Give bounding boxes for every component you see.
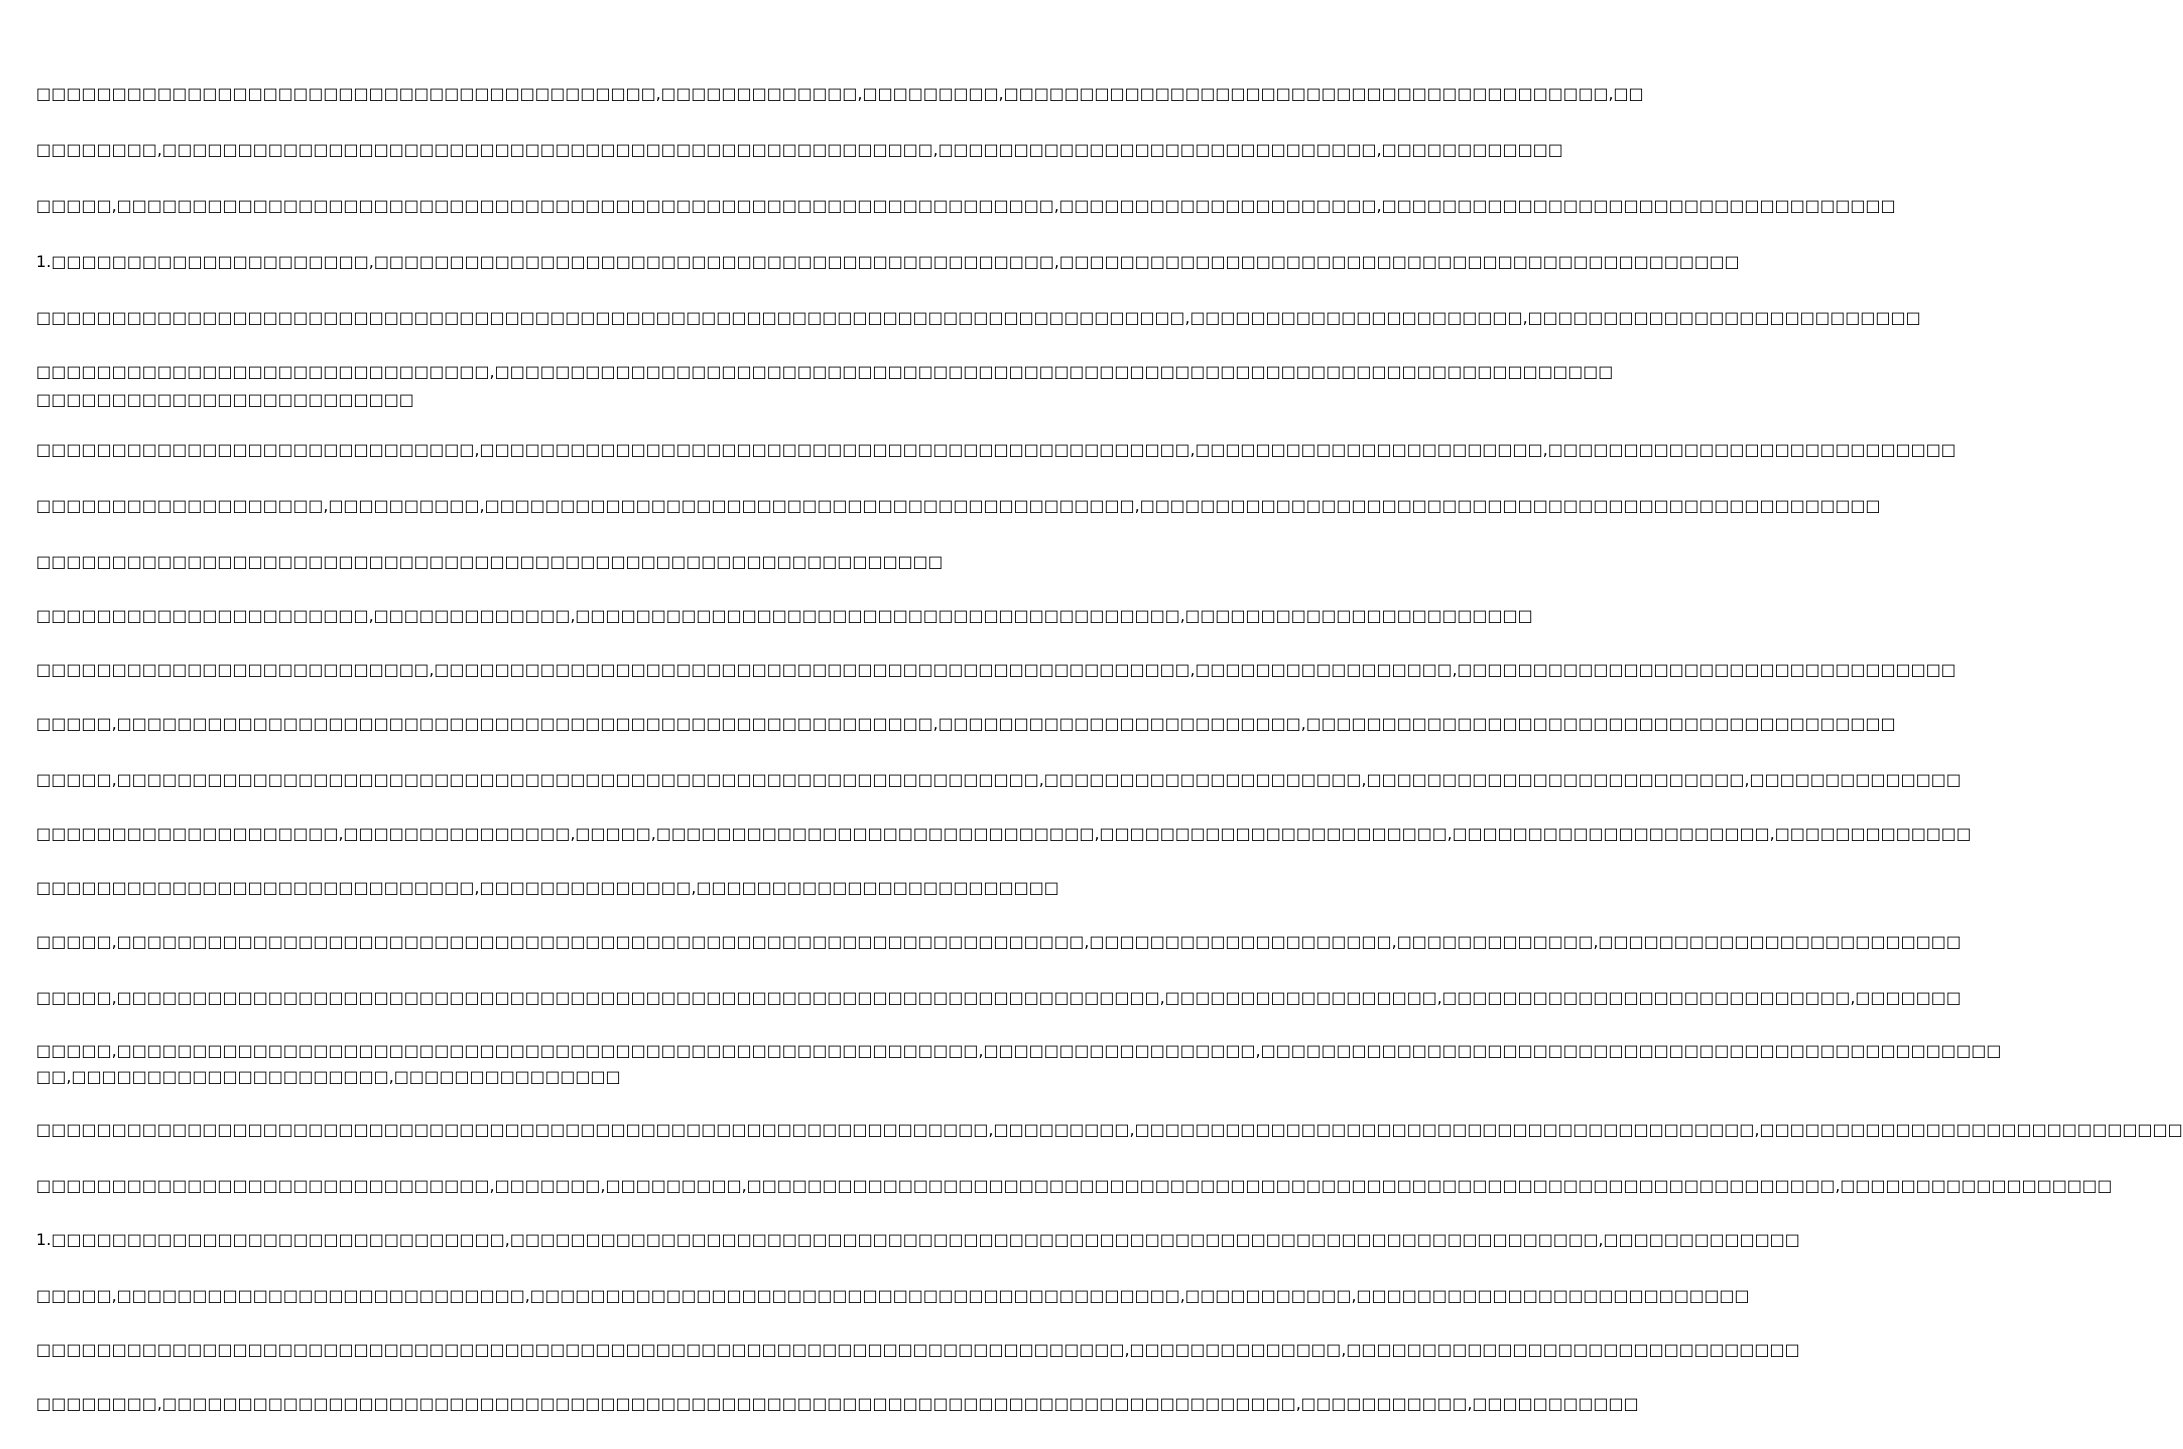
paragraph: □□□□□□□□,□□□□□□□□□□□□□□□□□□□□□□□□□□□□□□□□□□□□□□□□□□□□□□□□□□□,□□□□□□□□□□□□□□□□□□□□□□□□□□□□□,□□□□□□□□□□□□ xyxy=(36,140,1563,159)
paragraph: 1.□□□□□□□□□□□□□□□□□□□□□□□□□□□□□□,□□□□□□□□□□□□□□□□□□□□□□□□□□□□□□□□□□□□□□□□□□□□□□□□□□□□□□□□□□□□□□□□□□□□□□□□,□□□□□□□□□□□□□ xyxy=(36,1230,1800,1249)
paragraph: □□□□□□□□□□□□□□□□□□□□□□□□□□□□□□□□□□□□□□□□□□□□□□□□□□□□□□□□□□□□□□□□□□□□□□□□,□□□□□□□□□□□□□□,□□□□□□□□□□□□□□□□□□□□□□□□□□□□□□ xyxy=(36,1340,1800,1359)
paragraph: □□□□□,□□□□□□□□□□□□□□□□□□□□□□□□□□□□□□□□□□□□□□□□□□□□□□□□□□□□□□□□□,□□□□□□□□□□□□□□□□□□,□□□□□□□□□□□□□□□□□□□□□□□□□□□□□□□□□□□□□□□□□□□□□□□□□ □□,□□□□□□□□□□□□□□□□□□□□□,□□□□□□□□□□□□□□□ xyxy=(36,1041,2002,1086)
paragraph: □□□□□□□□,□□□□□□□□□□□□□□□□□□□□□□□□□□□□□□□□□□□□□□□□□□□□□□□□□□□□□□□□□□□□□□□□□□□□□□□□□□□,□□□□□□□□□□□,□□□□□□□□□□□ xyxy=(36,1394,1639,1413)
paragraph: □□□□□□□□□□□□□□□□□□□□□□□□□□□□□□□□□□□□□□□□□,□□□□□□□□□□□□□,□□□□□□□□□,□□□□□□□□□□□□□□□□□□□□□□□□□□□□□□□□□□□□□□□□,□□ xyxy=(36,84,1644,103)
paragraph: □□□□□□□□□□□□□□□□□□□□□□□□□□□□□,□□□□□□□□□□□□□□□□□□□□□□□□□□□□□□□□□□□□□□□□□□□□□□□,□□□□□□□□□□□□□□□□□□□□□□□,□□□□□□□□□□□□□□□□□□□□□□□□□□□ xyxy=(36,440,1957,459)
paragraph: □□□□□□□□□□□□□□□□□□□□□□□□□□□□□□,□□□□□□□□□□□□□□□□□□□□□□□□□□□□□□□□□□□□□□□□□□□□□□□□□□□□□□□□□□□□□□□□□□□□□□□□□□ □□□□□□□□□□□□□□□□□□□□□□□□□ xyxy=(36,362,1614,409)
paragraph: □□□□□,□□□□□□□□□□□□□□□□□□□□□□□□□□□□□□□□□□□□□□□□□□□□□□□□□□□□□□□□□□□□□□□□□□□□□,□□□□□□□□□□□□□□□□□□,□□□□□□□□□□□□□□□□□□□□□□□□□□□,□□□□□□□ xyxy=(36,988,1962,1007)
paragraph: □□□□□,□□□□□□□□□□□□□□□□□□□□□□□□□□□□□□□□□□□□□□□□□□□□□□□□□□□□□□□□□□□□□□□□,□□□□□□□□□□□□□□□□□□□□,□□□□□□□□□□□□□,□□□□□□□□□□□□□□□□□□□□□□□□ xyxy=(36,932,1962,951)
paragraph: □□□□□□□□□□□□□□□□□□□□□□□□□□□□□□□□□□□□□□□□□□□□□□□□□□□□□□□□□□□□□□□□□□□□□□□□□□□□,□□□□□□□□□□□□□□□□□□□□□□,□□□□□□□□□□□□□□□□□□□□□□□□□□ xyxy=(36,308,1921,327)
paragraph: □□□□□,□□□□□□□□□□□□□□□□□□□□□□□□□□□□□□□□□□□□□□□□□□□□□□□□□□□□□□□□□□□□□,□□□□□□□□□□□□□□□□□□□□□,□□□□□□□□□□□□□□□□□□□□□□□□□,□□□□□□□□□□□□□□ xyxy=(36,770,1962,789)
paragraph: □□□□□□□□□□□□□□□□□□□□□□□□□□□□□□□□□□□□□□□□□□□□□□□□□□□□□□□□□□□□□□□,□□□□□□□□□,□□□□□□□□□□□□□□□□□□□□□□□□□□□□□□□□□□□□□□□□□,□□□□□□□□□□□□□□□□□□□□□□□□□□□□ xyxy=(36,1120,2183,1139)
paragraph: □□□□□□□□□□□□□□□□□□□□,□□□□□□□□□□□□□□□,□□□□□,□□□□□□□□□□□□□□□□□□□□□□□□□□□□□,□□□□□□□□□□□□□□□□□□□□□□□,□□□□□□□□□□□□□□□□□□□□□,□□□□□□□□□□□□□ xyxy=(36,824,1972,843)
paragraph: □□□□□□□□□□□□□□□□□□□□□□□□□□□□□□,□□□□□□□,□□□□□□□□□,□□□□□□□□□□□□□□□□□□□□□□□□□□□□□□□□□□□□□□□□□□□□□□□□□□□□□□□□□□□□□□□□□□□□□□□□,□□□□□□□□□□□□□□□□□□ xyxy=(36,1176,2113,1195)
paragraph: □□□□□,□□□□□□□□□□□□□□□□□□□□□□□□□□□,□□□□□□□□□□□□□□□□□□□□□□□□□□□□□□□□□□□□□□□□□□□,□□□□□□□□□□□,□□□□□□□□□□□□□□□□□□□□□□□□□□ xyxy=(36,1286,1750,1305)
paragraph: □□□□□□□□□□□□□□□□□□□□□□,□□□□□□□□□□□□□,□□□□□□□□□□□□□□□□□□□□□□□□□□□□□□□□□□□□□□□□,□□□□□□□□□□□□□□□□□□□□□□□ xyxy=(36,606,1533,625)
paragraph: 1.□□□□□□□□□□□□□□□□□□□□□,□□□□□□□□□□□□□□□□□□□□□□□□□□□□□□□□□□□□□□□□□□□□□,□□□□□□□□□□□□□□□□□□□□□□□□□□□□□□□□□□□□□□□□□□□□□ xyxy=(36,252,1740,271)
paragraph: □□□□□,□□□□□□□□□□□□□□□□□□□□□□□□□□□□□□□□□□□□□□□□□□□□□□□□□□□□□□□□□□□□□□,□□□□□□□□□□□□□□□□□□□□□,□□□□□□□□□□□□□□□□□□□□□□□□□□□□□□□□□□ xyxy=(36,196,1896,215)
paragraph: □□□□□□□□□□□□□□□□□□□□□□□□□□□□□□□□□□□□□□□□□□□□□□□□□□□□□□□□□□□□ xyxy=(36,552,944,571)
paragraph: □□□□□□□□□□□□□□□□□□□□□□□□□□,□□□□□□□□□□□□□□□□□□□□□□□□□□□□□□□□□□□□□□□□□□□□□□□□□□,□□□□□□□□□□□□□□□□□,□□□□□□□□□□□□□□□□□□□□□□□□□□□□□□□□□ xyxy=(36,660,1957,679)
paragraph: □□□□□,□□□□□□□□□□□□□□□□□□□□□□□□□□□□□□□□□□□□□□□□□□□□□□□□□□□□□□,□□□□□□□□□□□□□□□□□□□□□□□□,□□□□□□□□□□□□□□□□□□□□□□□□□□□□□□□□□□□□□□□ xyxy=(36,714,1896,733)
paragraph: □□□□□□□□□□□□□□□□□□□□□□□□□□□□□,□□□□□□□□□□□□□□,□□□□□□□□□□□□□□□□□□□□□□□□ xyxy=(36,878,1060,897)
paragraph: □□□□□□□□□□□□□□□□□□□,□□□□□□□□□□,□□□□□□□□□□□□□□□□□□□□□□□□□□□□□□□□□□□□□□□□□□□,□□□□□□□□□□□□□□□□□□□□□□□□□□□□□□□□□□□□□□□□□□□□□□□□□ xyxy=(36,496,1881,515)
